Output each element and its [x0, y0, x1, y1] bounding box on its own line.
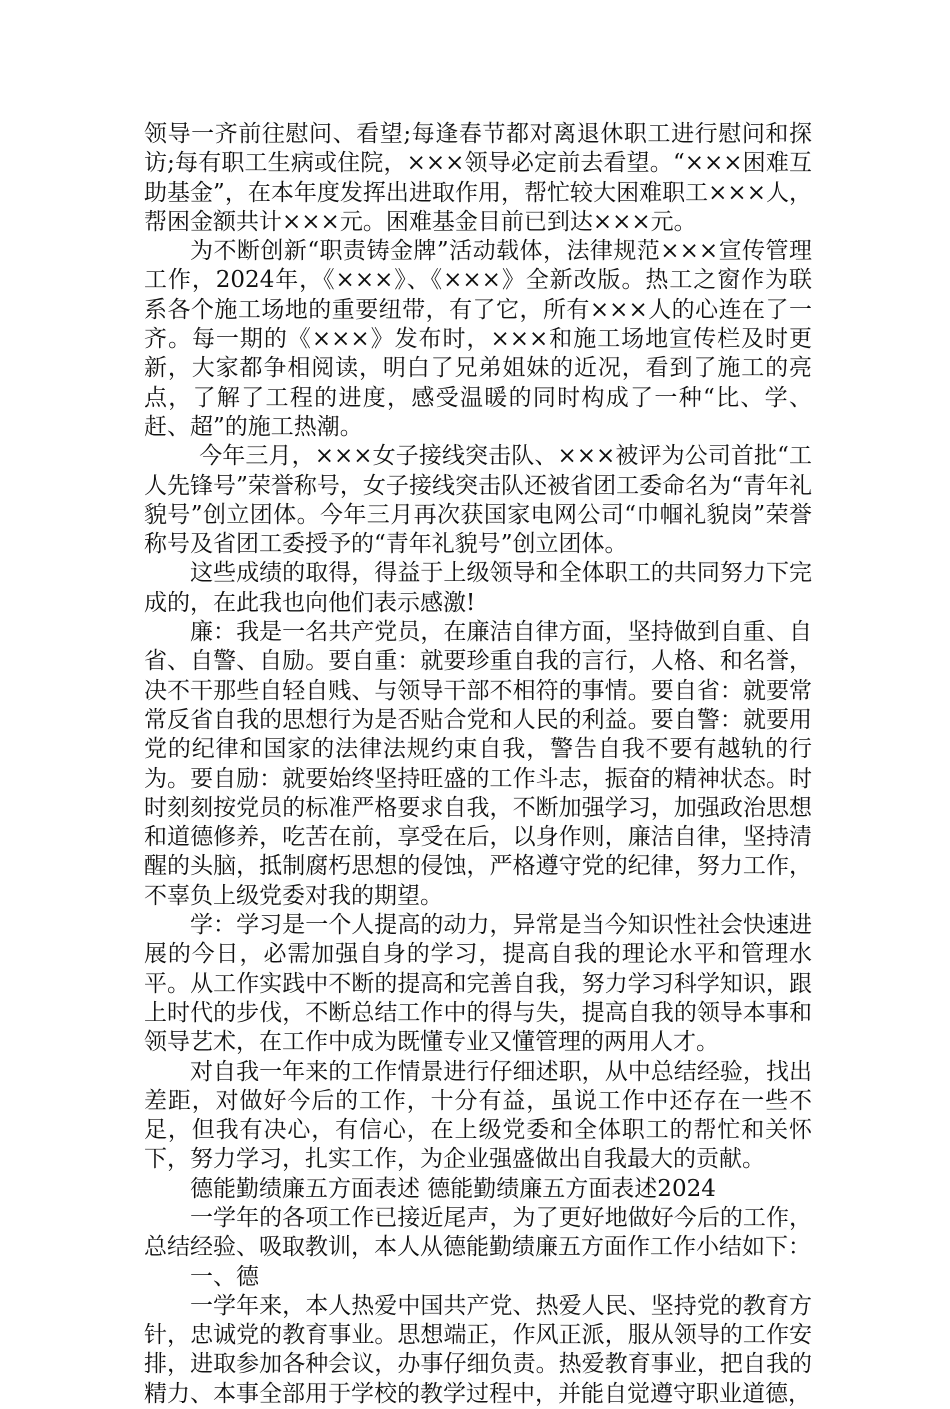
paragraph-condolence-fund: 领导一齐前往慰问、看望;每逢春节都对离退休职工进行慰问和探访;每有职工生病或住院，×××领导必定前去看望。“×××困难互助基金”，在本年度发挥出进取作用，帮忙较大困难职工×××人，帮困金额共计×××元。困难基金目前已到达×××元。	[144, 121, 812, 235]
paragraph-publicity-work: 为不断创新“职责铸金牌”活动载体，法律规范×××宣传管理工作，2024年，《×××》、《×××》全新改版。热工之窗作为联系各个施工场地的重要纽带，有了它，所有×××人的心连在了一齐。每一期的《×××》发布时，×××和施工场地宣传栏及时更新，大家都争相阅读，明白了兄弟姐妹的近况，看到了施工的亮点，了解了工程的进度，感受温暖的同时构成了一种“比、学、赶、超”的施工热潮。	[144, 238, 812, 440]
paragraph-study: 学：学习是一个人提高的动力，异常是当今知识性社会快速进展的今日，必需加强自身的学习，提高自我的理论水平和管理水平。从工作实践中不断的提高和完善自我，努力学习科学知识，跟上时代的步伐，不断总结工作中的得与失，提高自我的领导本事和领导艺术，在工作中成为既懂专业又懂管理的两用人才。	[144, 912, 812, 1056]
section-title: 德能勤绩廉五方面表述 德能勤绩廉五方面表述2024	[190, 1175, 716, 1202]
paragraph-conclusion: 对自我一年来的工作情景进行仔细述职，从中总结经验，找出差距，对做好今后的工作，十分有益，虽说工作中还存在一些不足，但我有决心，有信心，在上级党委和全体职工的帮忙和关怀下，努力学习，扎实工作，为企业强盛做出自我最大的贡献。	[144, 1058, 812, 1173]
paragraph-morality: 一学年来，本人热爱中国共产党、热爱人民、坚持党的教育方针，忠诚党的教育事业。思想端正，作风正派，服从领导的工作安排，进取参加各种会议，办事仔细负责。热爱教育事业，把自我的精力、本事全部用于学校的教学过程中，并能自觉遵守职业道德，	[144, 1292, 812, 1407]
heading-morality: 一、德	[190, 1263, 259, 1290]
paragraph-intro: 一学年的各项工作已接近尾声，为了更好地做好今后的工作，总结经验、吸取教训，本人从德能勤绩廉五方面作工作小结如下：	[144, 1204, 812, 1261]
document-page	[144, 120, 812, 1409]
paragraph-integrity: 廉：我是一名共产党员，在廉洁自律方面，坚持做到自重、自省、自警、自励。要自重：就要珍重自我的言行，人格、和名誉，决不干那些自轻自贱、与领导干部不相符的事情。要自省：就要常常反省自我的思想行为是否贴合党和人民的利益。要自警：就要用党的纪律和国家的法律法规约束自我，警告自我不要有越轨的行为。要自励：就要始终坚持旺盛的工作斗志，振奋的精神状态。时时刻刻按党员的标准严格要求自我，不断加强学习，加强政治思想和道德修养，吃苦在前，享受在后，以身作则，廉洁自律，坚持清醒的头脑，抵制腐朽思想的侵蚀，严格遵守党的纪律，努力工作，不辜负上级党委对我的期望。	[144, 619, 812, 909]
paragraph-thanks: 这些成绩的取得，得益于上级领导和全体职工的共同努力下完成的，在此我也向他们表示感激!	[144, 560, 812, 616]
paragraph-honors: 今年三月，×××女子接线突击队、×××被评为公司首批“工人先锋号”荣誉称号，女子接线突击队还被省团工委命名为“青年礼貌号”创立团体。今年三月再次获国家电网公司“巾帼礼貌岗”荣誉称号及省团工委授予的“青年礼貌号”创立团体。	[144, 443, 812, 558]
